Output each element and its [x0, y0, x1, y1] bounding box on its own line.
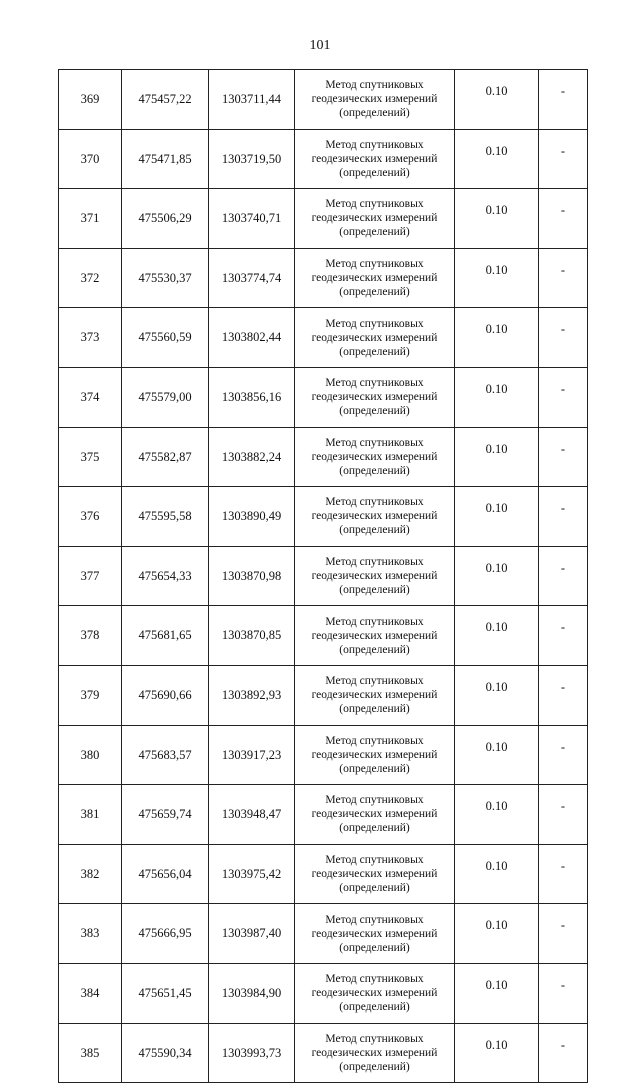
table-row [59, 725, 588, 785]
table-row [59, 785, 588, 845]
accuracy-cell: 0.10 [455, 785, 539, 845]
x-coordinate-cell: 475690,66 [122, 665, 209, 725]
accuracy-cell: 0.10 [455, 904, 539, 964]
note-cell: - [539, 904, 588, 964]
method-line: Метод спутниковых [325, 1032, 424, 1045]
y-coordinate-cell: 1303882,24 [209, 427, 295, 487]
y-coordinate-cell: 1303948,47 [209, 785, 295, 845]
y-coordinate-cell: 1303802,44 [209, 308, 295, 368]
method-line: геодезических измерений [311, 927, 438, 940]
point-number-cell: 379 [59, 665, 122, 725]
method-cell [295, 785, 455, 845]
method-cell [295, 606, 455, 666]
method-line: (определений) [339, 166, 410, 179]
table-row [59, 70, 588, 130]
table-row [59, 129, 588, 189]
accuracy-cell: 0.10 [455, 1023, 539, 1083]
method-line: геодезических измерений [311, 689, 438, 702]
method-line: (определений) [339, 286, 410, 299]
y-coordinate-cell: 1303975,42 [209, 844, 295, 904]
x-coordinate-cell: 475666,95 [122, 904, 209, 964]
method-line: геодезических измерений [311, 93, 438, 106]
x-coordinate-cell: 475579,00 [122, 367, 209, 427]
table-row [59, 665, 588, 725]
y-coordinate-cell: 1303856,16 [209, 367, 295, 427]
method-cell [295, 427, 455, 487]
method-cell [295, 248, 455, 308]
table-row [59, 427, 588, 487]
x-coordinate-cell: 475457,22 [122, 70, 209, 130]
method-line: Метод спутниковых [325, 973, 424, 986]
point-number-cell: 385 [59, 1023, 122, 1083]
method-line: (определений) [339, 882, 410, 895]
accuracy-cell: 0.10 [455, 844, 539, 904]
x-coordinate-cell: 475651,45 [122, 963, 209, 1023]
x-coordinate-cell: 475560,59 [122, 308, 209, 368]
method-line: (определений) [339, 703, 410, 716]
note-cell: - [539, 427, 588, 487]
table-row [59, 904, 588, 964]
coordinates-table [58, 69, 588, 1083]
method-line: геодезических измерений [311, 272, 438, 285]
accuracy-cell: 0.10 [455, 963, 539, 1023]
method-line: Метод спутниковых [325, 675, 424, 688]
method-line: Метод спутниковых [325, 734, 424, 747]
method-line: Метод спутниковых [325, 317, 424, 330]
method-line: Метод спутниковых [325, 436, 424, 449]
x-coordinate-cell: 475590,34 [122, 1023, 209, 1083]
point-number-cell: 377 [59, 546, 122, 606]
y-coordinate-cell: 1303711,44 [209, 70, 295, 130]
table-row [59, 189, 588, 249]
note-cell: - [539, 487, 588, 547]
point-number-cell: 383 [59, 904, 122, 964]
method-line: Метод спутниковых [325, 496, 424, 509]
method-line: геодезических измерений [311, 868, 438, 881]
note-cell: - [539, 70, 588, 130]
method-cell [295, 367, 455, 427]
accuracy-cell: 0.10 [455, 546, 539, 606]
method-line: (определений) [339, 643, 410, 656]
y-coordinate-cell: 1303987,40 [209, 904, 295, 964]
point-number-cell: 374 [59, 367, 122, 427]
method-cell [295, 546, 455, 606]
table-row [59, 367, 588, 427]
accuracy-cell: 0.10 [455, 70, 539, 130]
method-cell [295, 665, 455, 725]
y-coordinate-cell: 1303740,71 [209, 189, 295, 249]
accuracy-cell: 0.10 [455, 248, 539, 308]
method-line: Метод спутниковых [325, 198, 424, 211]
accuracy-cell: 0.10 [455, 487, 539, 547]
method-cell [295, 308, 455, 368]
method-line: (определений) [339, 1060, 410, 1073]
page-number: 101 [309, 38, 331, 53]
method-cell [295, 963, 455, 1023]
x-coordinate-cell: 475654,33 [122, 546, 209, 606]
point-number-cell: 369 [59, 70, 122, 130]
method-line: (определений) [339, 226, 410, 239]
method-line: геодезических измерений [311, 212, 438, 225]
table-row [59, 487, 588, 547]
method-line: геодезических измерений [311, 1046, 438, 1059]
method-cell [295, 725, 455, 785]
note-cell: - [539, 248, 588, 308]
method-line: (определений) [339, 1001, 410, 1014]
method-cell [295, 70, 455, 130]
method-line: геодезических измерений [311, 748, 438, 761]
y-coordinate-cell: 1303993,73 [209, 1023, 295, 1083]
method-line: геодезических измерений [311, 391, 438, 404]
accuracy-cell: 0.10 [455, 725, 539, 785]
method-cell [295, 904, 455, 964]
accuracy-cell: 0.10 [455, 189, 539, 249]
note-cell: - [539, 725, 588, 785]
note-cell: - [539, 189, 588, 249]
point-number-cell: 370 [59, 129, 122, 189]
method-line: Метод спутниковых [325, 377, 424, 390]
method-line: Метод спутниковых [325, 913, 424, 926]
method-cell [295, 1023, 455, 1083]
method-line: Метод спутниковых [325, 854, 424, 867]
y-coordinate-cell: 1303774,74 [209, 248, 295, 308]
y-coordinate-cell: 1303917,23 [209, 725, 295, 785]
method-line: геодезических измерений [311, 331, 438, 344]
method-line: (определений) [339, 822, 410, 835]
note-cell: - [539, 1023, 588, 1083]
note-cell: - [539, 963, 588, 1023]
table-row [59, 844, 588, 904]
method-line: (определений) [339, 405, 410, 418]
x-coordinate-cell: 475506,29 [122, 189, 209, 249]
method-line: геодезических измерений [311, 570, 438, 583]
point-number-cell: 380 [59, 725, 122, 785]
method-line: (определений) [339, 524, 410, 537]
table-row [59, 308, 588, 368]
x-coordinate-cell: 475471,85 [122, 129, 209, 189]
method-line: геодезических измерений [311, 450, 438, 463]
note-cell: - [539, 785, 588, 845]
table-row [59, 546, 588, 606]
point-number-cell: 376 [59, 487, 122, 547]
x-coordinate-cell: 475530,37 [122, 248, 209, 308]
note-cell: - [539, 367, 588, 427]
x-coordinate-cell: 475595,58 [122, 487, 209, 547]
point-number-cell: 382 [59, 844, 122, 904]
x-coordinate-cell: 475656,04 [122, 844, 209, 904]
method-line: (определений) [339, 941, 410, 954]
point-number-cell: 381 [59, 785, 122, 845]
method-cell [295, 189, 455, 249]
method-cell [295, 129, 455, 189]
method-line: Метод спутниковых [325, 79, 424, 92]
point-number-cell: 373 [59, 308, 122, 368]
note-cell: - [539, 546, 588, 606]
method-line: (определений) [339, 584, 410, 597]
note-cell: - [539, 129, 588, 189]
method-line: Метод спутниковых [325, 794, 424, 807]
point-number-cell: 375 [59, 427, 122, 487]
coordinates-table-body [59, 70, 588, 1083]
method-line: Метод спутниковых [325, 258, 424, 271]
method-line: геодезических измерений [311, 808, 438, 821]
x-coordinate-cell: 475683,57 [122, 725, 209, 785]
y-coordinate-cell: 1303890,49 [209, 487, 295, 547]
note-cell: - [539, 665, 588, 725]
point-number-cell: 372 [59, 248, 122, 308]
accuracy-cell: 0.10 [455, 606, 539, 666]
accuracy-cell: 0.10 [455, 129, 539, 189]
method-line: (определений) [339, 464, 410, 477]
table-row [59, 1023, 588, 1083]
table-row [59, 606, 588, 666]
note-cell: - [539, 844, 588, 904]
method-line: Метод спутниковых [325, 138, 424, 151]
method-line: геодезических измерений [311, 510, 438, 523]
method-cell [295, 487, 455, 547]
x-coordinate-cell: 475582,87 [122, 427, 209, 487]
accuracy-cell: 0.10 [455, 308, 539, 368]
method-line: Метод спутниковых [325, 615, 424, 628]
y-coordinate-cell: 1303870,85 [209, 606, 295, 666]
method-line: геодезических измерений [311, 152, 438, 165]
accuracy-cell: 0.10 [455, 665, 539, 725]
accuracy-cell: 0.10 [455, 427, 539, 487]
y-coordinate-cell: 1303984,90 [209, 963, 295, 1023]
point-number-cell: 378 [59, 606, 122, 666]
y-coordinate-cell: 1303719,50 [209, 129, 295, 189]
method-line: (определений) [339, 345, 410, 358]
note-cell: - [539, 606, 588, 666]
method-line: Метод спутниковых [325, 556, 424, 569]
method-cell [295, 844, 455, 904]
method-line: (определений) [339, 762, 410, 775]
note-cell: - [539, 308, 588, 368]
x-coordinate-cell: 475681,65 [122, 606, 209, 666]
method-line: геодезических измерений [311, 987, 438, 1000]
point-number-cell: 384 [59, 963, 122, 1023]
method-line: геодезических измерений [311, 629, 438, 642]
accuracy-cell: 0.10 [455, 367, 539, 427]
table-row [59, 963, 588, 1023]
table-row [59, 248, 588, 308]
y-coordinate-cell: 1303892,93 [209, 665, 295, 725]
point-number-cell: 371 [59, 189, 122, 249]
y-coordinate-cell: 1303870,98 [209, 546, 295, 606]
method-line: (определений) [339, 107, 410, 120]
x-coordinate-cell: 475659,74 [122, 785, 209, 845]
